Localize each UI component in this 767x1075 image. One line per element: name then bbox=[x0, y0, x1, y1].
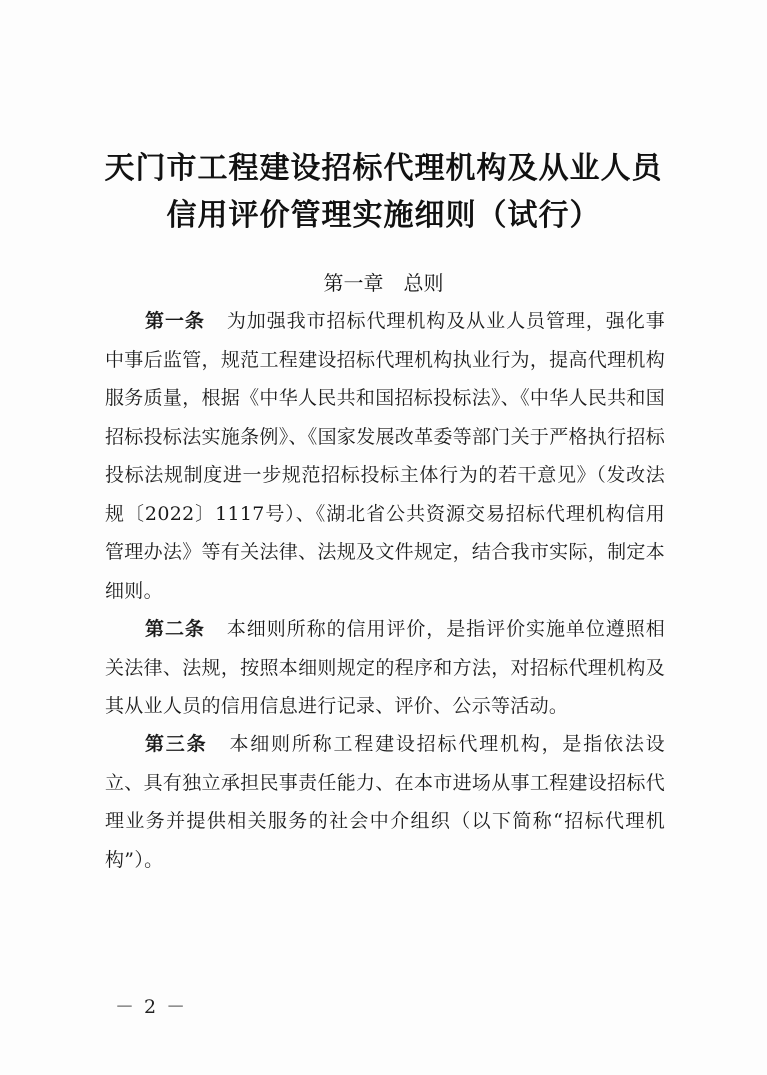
article-3 bbox=[105, 725, 665, 879]
article-text: 为加强我市招标代理机构及从业人员管理，强化事中事后监管，规范工程建设招标代理机构执业行为，提高代理机构服务质量，根据《中华人民共和国招标投标法》、《中华人民共和国招标投标法实施条例》、《国家发展改革委等部门关于严格执行招标投标法规制度进一步规范招标投标主体行为的若干意见》（发改法规〔2022〕1117号）、《湖北省公共资源交易招标代理机构信用管理办法》等有关法律、法规及文件规定，结合我市实际，制定本细则。 bbox=[105, 310, 666, 602]
chapter-name: 总则 bbox=[403, 271, 444, 295]
article-1 bbox=[105, 302, 665, 610]
chapter-heading bbox=[0, 267, 767, 296]
article-text: 本细则所称工程建设招标代理机构，是指依法设立、具有独立承担民事责任能力、在本市进场从事工程建设招标代理业务并提供相关服务的社会中介组织（以下简称“招标代理机构”）。 bbox=[105, 733, 665, 871]
document-title-line-2: 信用评价管理实施细则（试行） bbox=[166, 198, 601, 233]
article-text: 本细则所称的信用评价，是指评价实施单位遵照相关法律、法规，按照本细则规定的程序和方法，对招标代理机构及其从业人员的信用信息进行记录、评价、公示等活动。 bbox=[105, 618, 665, 717]
article-label: 第二条 bbox=[145, 618, 205, 640]
chapter-number: 第一章 bbox=[323, 271, 384, 295]
article-2 bbox=[105, 610, 665, 726]
article-label: 第一条 bbox=[145, 310, 205, 332]
page-number: － 2 － bbox=[115, 996, 188, 1018]
article-label: 第三条 bbox=[145, 733, 208, 755]
document-title-line-1: 天门市工程建设招标代理机构及从业人员 bbox=[104, 151, 663, 186]
